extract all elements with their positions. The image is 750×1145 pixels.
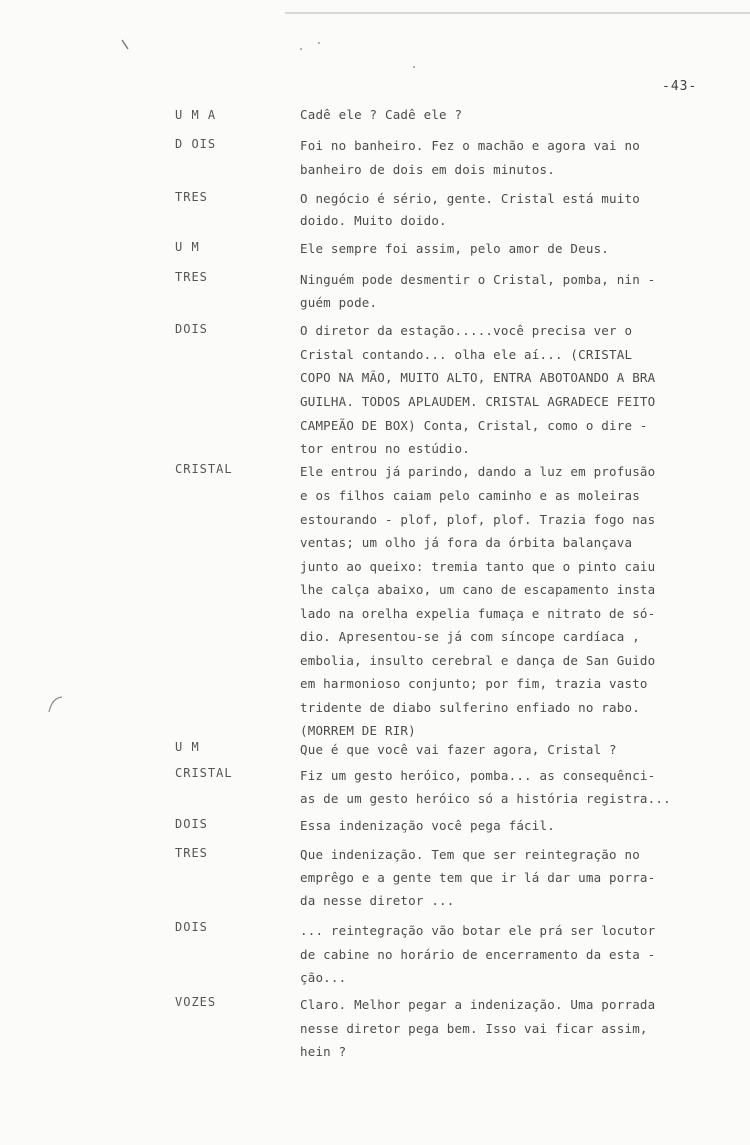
dialogue-line: Cadê ele ? Cadê ele ? — [300, 107, 463, 122]
speaker-name: TRES — [175, 270, 208, 284]
speaker-name: U M A — [175, 108, 217, 122]
dialogue-line: GUILHA. TODOS APLAUDEM. CRISTAL AGRADECE FEITO — [300, 394, 656, 409]
dialogue-line: banheiro de dois em dois minutos. — [300, 162, 555, 177]
speck-mark — [300, 48, 302, 50]
dialogue-line: emprêgo e a gente tem que ir lá dar uma porra- — [300, 870, 656, 885]
dialogue-line: Ninguém pode desmentir o Cristal, pomba, nin - — [300, 272, 656, 287]
dialogue-line: Cristal contando... olha ele aí... (CRISTAL — [300, 347, 633, 362]
dialogue-line: de cabine no horário de encerramento da esta - — [300, 947, 656, 962]
dialogue-line: O diretor da estação.....você precisa ver o — [300, 323, 633, 338]
speaker-name: D OIS — [175, 137, 217, 151]
margin-pen-mark — [46, 695, 66, 715]
dialogue-line: COPO NA MÃO, MUITO ALTO, ENTRA ABOTOANDO A BRA — [300, 370, 656, 385]
dialogue-line: Claro. Melhor pegar a indenização. Uma porrada — [300, 997, 656, 1012]
speaker-name: CRISTAL — [175, 462, 233, 476]
dialogue-line: Ele sempre foi assim, pelo amor de Deus. — [300, 241, 610, 256]
dialogue-line: nesse diretor pega bem. Isso vai ficar assim, — [300, 1021, 648, 1036]
speaker-name: U M — [175, 740, 200, 754]
corner-tick-mark — [120, 38, 132, 52]
dialogue-line: estourando - plof, plof, plof. Trazia fogo nas — [300, 512, 656, 527]
dialogue-line: Foi no banheiro. Fez o machão e agora vai no — [300, 138, 640, 153]
speaker-name: VOZES — [175, 995, 217, 1009]
dialogue-line: Fiz um gesto heróico, pomba... as consequênci- — [300, 768, 656, 783]
speaker-name: DOIS — [175, 817, 208, 831]
dialogue-line: doido. Muito doido. — [300, 213, 447, 228]
dialogue-line: lhe calça abaixo, um cano de escapamento insta — [300, 582, 656, 597]
dialogue-line: Ele entrou já parindo, dando a luz em profusão — [300, 464, 656, 479]
dialogue-line: em harmonioso conjunto; por fim, trazia vasto — [300, 676, 648, 691]
dialogue-line: Que indenização. Tem que ser reintegração no — [300, 847, 640, 862]
dialogue-line: junto ao queixo: tremia tanto que o pinto caiu — [300, 559, 656, 574]
dialogue-line: Que é que você vai fazer agora, Cristal ? — [300, 742, 617, 757]
speck-mark — [413, 66, 415, 68]
dialogue-line: guém pode. — [300, 295, 378, 310]
speaker-name: CRISTAL — [175, 766, 233, 780]
dialogue-line: O negócio é sério, gente. Cristal está muito — [300, 191, 640, 206]
dialogue-line: as de um gesto heróico só a história registra... — [300, 791, 671, 806]
page-number: -43- — [662, 79, 698, 94]
dialogue-line: ... reintegração vão botar ele prá ser locutor — [300, 923, 656, 938]
dialogue-line: CAMPEÃO DE BOX) Conta, Cristal, como o dire - — [300, 418, 648, 433]
dialogue-line: dio. Apresentou-se já com síncope cardíaca , — [300, 629, 640, 644]
dialogue-line: (MORREM DE RIR) — [300, 723, 416, 738]
dialogue-line: da nesse diretor ... — [300, 893, 455, 908]
dialogue-line: tor entrou no estúdio. — [300, 441, 470, 456]
dialogue-line: ventas; um olho já fora da órbita balançava — [300, 535, 633, 550]
speaker-name: TRES — [175, 846, 208, 860]
speaker-name: DOIS — [175, 920, 208, 934]
dialogue-line: embolia, insulto cerebral e dança de San Guido — [300, 653, 656, 668]
top-edge-rule — [285, 12, 750, 14]
dialogue-line: ção... — [300, 970, 347, 985]
dialogue-line: e os filhos caiam pelo caminho e as moleiras — [300, 488, 640, 503]
dialogue-line: lado na orelha expelia fumaça e nitrato de só- — [300, 606, 656, 621]
speck-mark — [318, 42, 320, 44]
speaker-name: U M — [175, 240, 200, 254]
dialogue-line: Essa indenização você pega fácil. — [300, 818, 555, 833]
dialogue-line: hein ? — [300, 1044, 347, 1059]
speaker-name: TRES — [175, 190, 208, 204]
dialogue-line: tridente de diabo sulferino enfiado no rabo. — [300, 700, 640, 715]
speaker-name: DOIS — [175, 322, 208, 336]
